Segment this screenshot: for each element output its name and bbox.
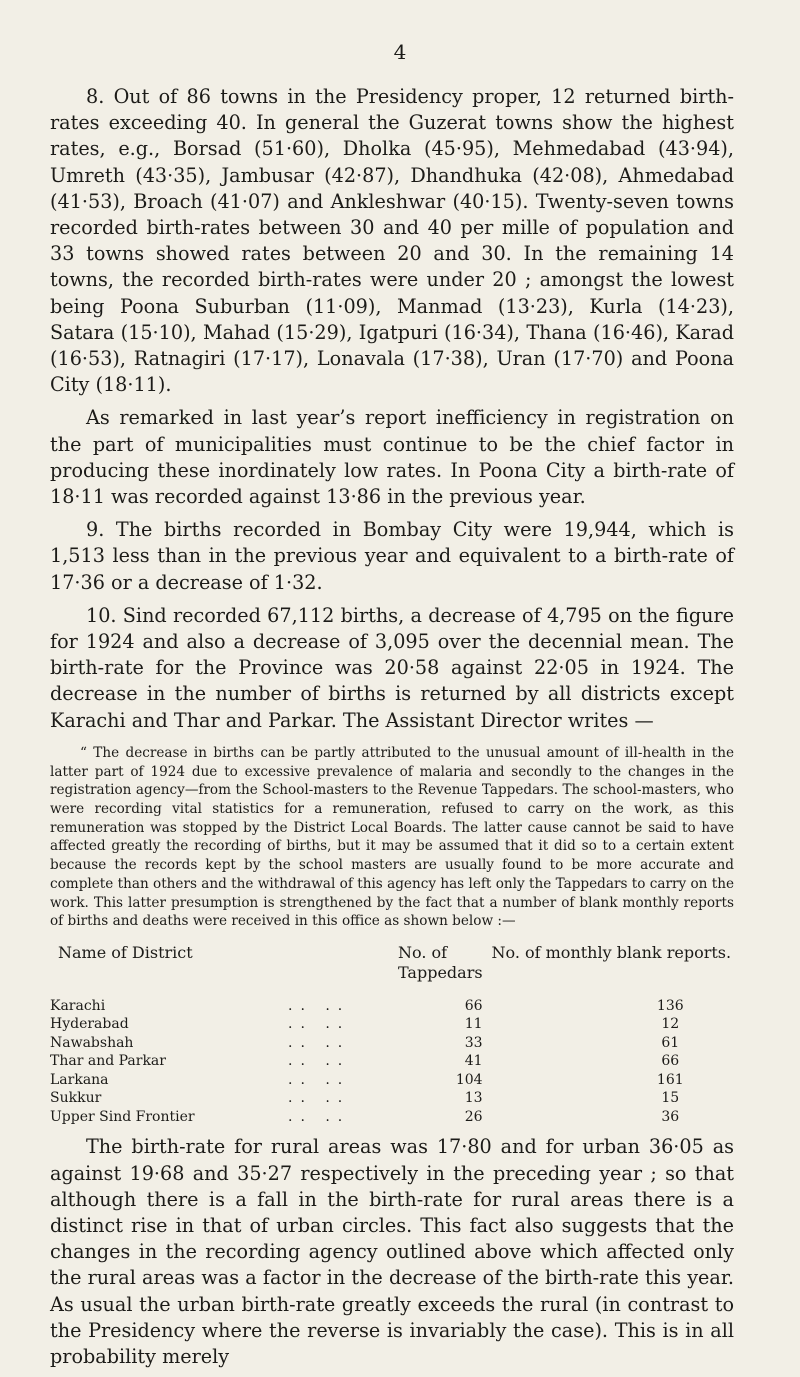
table-row xyxy=(50,1034,740,1053)
district-name: Thar and Parkar xyxy=(50,1053,166,1070)
tappedars-count: 104 xyxy=(455,1071,483,1088)
assistant-director-quote: “ The decrease in births can be partly attributed to the unusual amount of ill-health in the latter part of 1924 due to excessive prevalence of malaria and secondly to the changes in the registration agency—from the School-masters to the Revenue Tappedars. The school-masters, who were recording vital statistics for a remuneration, refused to carry on the work, as this remuneration was stopped by the District Local Boards. The latter cause cannot be said to have affected greatly the recording of births, but it may be assumed that it did so to a certain extent because the records kept by the school masters are usually found to be more accurate and complete than others and the withdrawal of this agency has left only the Tappedars to carry on the work. This latter presumption is strengthened by the fact that a number of blank monthly reports of births and deaths were received in this office as shown below :— xyxy=(50,744,734,930)
paragraph-8-registration: As remarked in last year’s report inefficiency in registration on the part of municipalities must continue to be the chief factor in producing these inordinately low rates. In Poona City a birth-rate of 18·11 was recorded against 13·86 in the previous year. xyxy=(50,406,734,509)
tappedars-count: 41 xyxy=(464,1053,483,1070)
blank-reports-count: 61 xyxy=(661,1034,680,1051)
dot-leader: .. .. xyxy=(288,997,351,1014)
paragraph-9-bombay: 9. The births recorded in Bombay City were 19,944, which is 1,513 less than in the previous year and equivalent to a birth-rate of 17·36 or a decrease of 1·32. xyxy=(50,518,734,594)
district-name: Upper Sind Frontier xyxy=(50,1108,195,1125)
tappedars-count: 11 xyxy=(464,1016,483,1033)
paragraph-10-sind: 10. Sind recorded 67,112 births, a decrease of 4,795 on the figure for 1924 and also a decrease of 3,095 over the decennial mean. The birth-rate for the Province was 20·58 against 22·05 in 1924. The decrease in the number of births is returned by all districts except Karachi and Thar and Parkar. The Assistant Director writes — xyxy=(50,603,734,732)
dot-leader: .. .. xyxy=(288,1071,351,1088)
dot-leader: .. .. xyxy=(288,1034,351,1051)
blank-reports-count: 161 xyxy=(656,1071,684,1088)
paragraph-rural-urban: The birth-rate for rural areas was 17·80 and for urban 36·05 as against 19·68 and 35·27 respectively in the preceding year ; so that although there is a fall in the birth-rate for rural areas there is a distinct rise in that of urban circles. This fact also suggests that the changes in the recording agency outlined above which affected only the rural areas was a factor in the decrease of the birth-rate this year. As usual the urban birth-rate greatly exceeds the rural (in contrast to the Presidency where the reverse is invariably the case). This is in all probability merely xyxy=(50,1135,734,1369)
district-name: Karachi xyxy=(50,997,106,1014)
district-name: Hyderabad xyxy=(50,1016,129,1033)
table-row xyxy=(50,997,740,1016)
dot-leader: .. .. xyxy=(288,1016,351,1033)
tappedars-count: 33 xyxy=(464,1034,483,1051)
table-header-row xyxy=(50,943,740,997)
table-row xyxy=(50,1052,740,1071)
blank-reports-count: 66 xyxy=(661,1053,680,1070)
blank-reports-count: 136 xyxy=(656,997,684,1014)
body-text xyxy=(50,84,734,1377)
dot-leader: .. .. xyxy=(288,1053,351,1070)
table-row xyxy=(50,1015,740,1034)
blank-reports-count: 36 xyxy=(661,1108,680,1125)
dot-leader: .. .. xyxy=(288,1090,351,1107)
table-row xyxy=(50,1089,740,1108)
paragraph-8-towns: 8. Out of 86 towns in the Presidency proper, 12 returned birth-rates exceeding 40. In general the Guzerat towns show the highest rates, e.g., Borsad (51·60), Dholka (45·95), Mehmedabad (43·94), Umreth (43·35), Jambusar (42·87), Dhandhuka (42·08), Ahmedabad (41·53), Broach (41·07) and Ankleshwar (40·15). Twenty-seven towns recorded birth-rates between 30 and 40 per mille of population and 33 towns showed rates between 20 and 30. In the remaining 14 towns, the recorded birth-rates were under 20 ; amongst the lowest being Poona Suburban (11·09), Manmad (13·23), Kurla (14·23), Satara (15·10), Mahad (15·29), Igatpuri (16·34), Thana (16·46), Karad (16·53), Ratnagiri (17·17), Lonavala (17·38), Uran (17·70) and Poona City (18·11). xyxy=(50,85,734,397)
tappedars-count: 13 xyxy=(464,1090,483,1107)
header-district: Name of District xyxy=(58,942,193,962)
dot-leader: .. .. xyxy=(288,1108,351,1125)
table-body xyxy=(50,997,740,1127)
district-table xyxy=(50,943,740,1127)
header-blank-reports: No. of monthly blank reports. xyxy=(491,942,732,962)
blank-reports-count: 15 xyxy=(661,1090,680,1107)
table-row xyxy=(50,1108,740,1127)
page-number: 4 xyxy=(393,40,407,64)
header-tappedars: No. of Tappedars xyxy=(398,942,483,982)
district-name: Sukkur xyxy=(50,1090,102,1107)
blank-reports-count: 12 xyxy=(661,1016,680,1033)
tappedars-count: 66 xyxy=(464,997,483,1014)
table-row xyxy=(50,1071,740,1090)
district-name: Larkana xyxy=(50,1071,109,1088)
tappedars-count: 26 xyxy=(464,1108,483,1125)
district-name: Nawabshah xyxy=(50,1034,134,1051)
